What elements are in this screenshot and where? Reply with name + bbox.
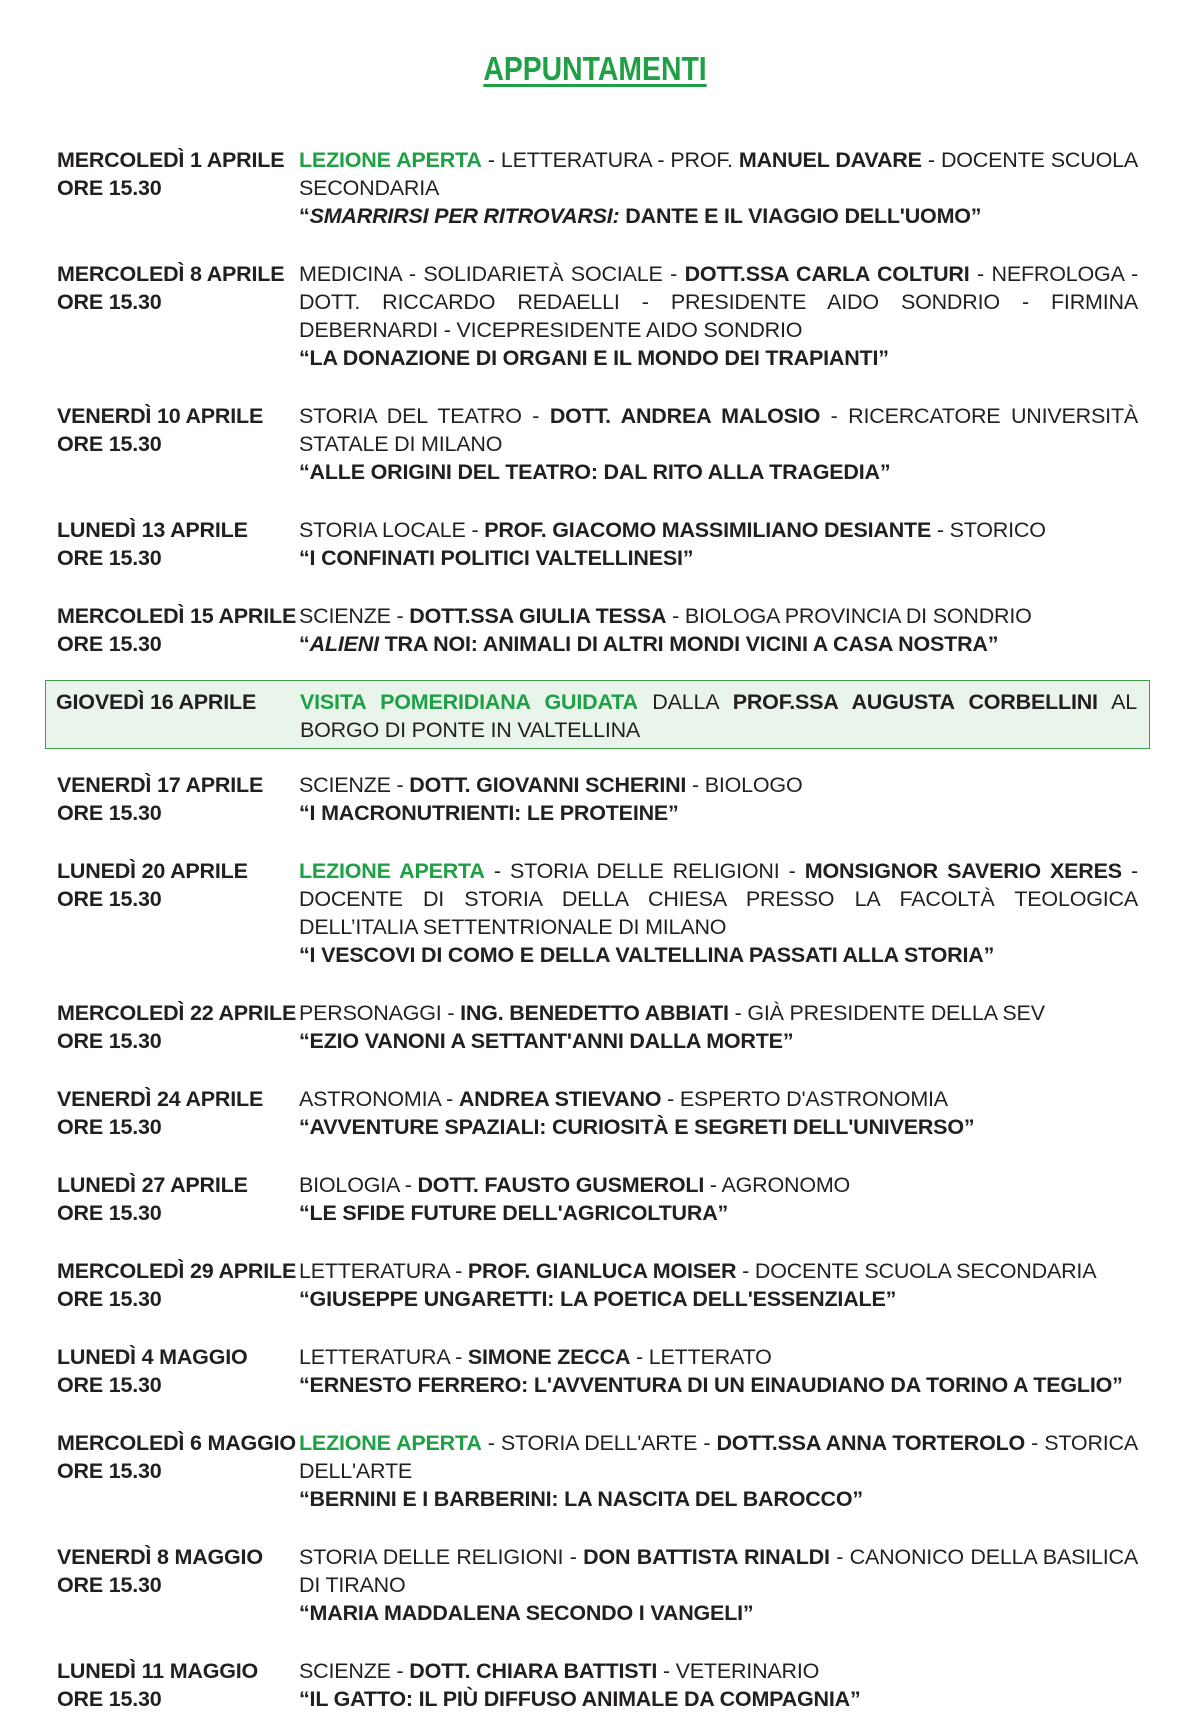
event-datetime: [45, 402, 299, 486]
event-speaker: ING. BENEDETTO ABBIATI: [460, 1001, 729, 1025]
event-time: ORE 15.30: [57, 1573, 162, 1597]
event-time: ORE 15.30: [57, 1373, 162, 1397]
event-details: [299, 1171, 1150, 1227]
event-topic: DALLA: [637, 690, 733, 714]
event-details: [299, 146, 1150, 230]
event-time: ORE 15.30: [57, 1115, 162, 1139]
event-topic: MEDICINA - SOLIDARIETÀ SOCIALE -: [299, 262, 685, 286]
event-title-rest: TRA NOI: ANIMALI DI ALTRI MONDI VICINI A CASA NOSTRA”: [378, 632, 999, 656]
event-role: - DOCENTE SCUOLA SECONDARIA: [736, 1259, 1097, 1283]
event-row: [45, 1343, 1150, 1399]
event-datetime: [45, 1657, 299, 1713]
event-date: MERCOLEDÌ 6 MAGGIO: [57, 1431, 296, 1455]
event-role: - DOCENTE SCUOLA SECONDARIA: [299, 148, 1139, 200]
event-row: [45, 1543, 1150, 1627]
event-title: “I MACRONUTRIENTI: LE PROTEINE”: [299, 801, 679, 825]
event-datetime: [45, 771, 299, 827]
event-topic: - LETTERATURA - PROF.: [481, 148, 739, 172]
event-title: “ALLE ORIGINI DEL TEATRO: DAL RITO ALLA TRAGEDIA”: [299, 460, 891, 484]
event-title: “ERNESTO FERRERO: L'AVVENTURA DI UN EINAUDIANO DA TORINO A TEGLIO”: [299, 1373, 1123, 1397]
event-speaker: ANDREA STIEVANO: [458, 1087, 662, 1111]
event-time: ORE 15.30: [57, 1459, 162, 1483]
event-time: ORE 15.30: [57, 290, 162, 314]
event-title: “LE SFIDE FUTURE DELL'AGRICOLTURA”: [299, 1201, 729, 1225]
event-tag: VISITA POMERIDIANA GUIDATA: [300, 690, 638, 714]
event-row: [45, 1257, 1150, 1313]
event-tag: LEZIONE APERTA: [299, 1431, 482, 1455]
event-speaker: DOTT. CHIARA BATTISTI: [409, 1659, 658, 1683]
event-role: - RICERCATORE UNIVERSITÀ STATALE DI MILANO: [299, 404, 1138, 456]
event-date: VENERDÌ 17 APRILE: [57, 773, 264, 797]
event-role: - STORICA DELL'ARTE: [299, 1431, 1139, 1483]
event-speaker: PROF. GIANLUCA MOISER: [467, 1259, 737, 1283]
event-speaker: PROF.SSA AUGUSTA CORBELLINI: [732, 690, 1098, 714]
event-row: [45, 771, 1150, 827]
event-row: [45, 1657, 1150, 1713]
event-role: - STORICO: [931, 518, 1046, 542]
event-role: - AGRONOMO: [704, 1173, 851, 1197]
event-time: ORE 15.30: [57, 546, 162, 570]
event-topic: LETTERATURA -: [299, 1345, 468, 1369]
event-topic: SCIENZE -: [299, 773, 410, 797]
event-speaker: MANUEL DAVARE: [738, 148, 922, 172]
event-details: [299, 999, 1150, 1055]
event-topic: BIOLOGIA -: [299, 1173, 418, 1197]
event-title: “EZIO VANONI A SETTANT'ANNI DALLA MORTE”: [299, 1029, 794, 1053]
event-row: [45, 1429, 1150, 1513]
event-date: LUNEDÌ 20 APRILE: [57, 859, 248, 883]
event-time: ORE 15.30: [57, 801, 162, 825]
event-speaker: MONSIGNOR SAVERIO XERES: [804, 859, 1122, 883]
event-speaker: DOTT. GIOVANNI SCHERINI: [409, 773, 687, 797]
event-datetime: [45, 516, 299, 572]
event-date: VENERDÌ 8 MAGGIO: [57, 1545, 263, 1569]
event-details: [299, 1657, 1150, 1713]
event-title: “IL GATTO: IL PIÙ DIFFUSO ANIMALE DA COMPAGNIA”: [299, 1687, 861, 1711]
event-row: [45, 516, 1150, 572]
event-title: “I CONFINATI POLITICI VALTELLINESI”: [299, 546, 694, 570]
event-topic: STORIA DELLE RELIGIONI -: [299, 1545, 584, 1569]
event-datetime: [45, 1429, 299, 1513]
event-date: MERCOLEDÌ 22 APRILE: [57, 1001, 297, 1025]
event-datetime: [45, 857, 299, 969]
event-details: [299, 1257, 1150, 1313]
event-details: [299, 771, 1150, 827]
event-title-italic: ALIENI: [309, 632, 379, 656]
event-topic: STORIA LOCALE -: [299, 518, 485, 542]
event-row: [45, 1085, 1150, 1141]
event-title-italic: SMARRIRSI PER RITROVARSI:: [309, 204, 620, 228]
event-datetime: [45, 1257, 299, 1313]
event-datetime: [45, 1543, 299, 1627]
event-row: [45, 146, 1150, 230]
event-topic: SCIENZE -: [299, 604, 410, 628]
event-date: LUNEDÌ 13 APRILE: [57, 518, 248, 542]
event-time: ORE 15.30: [57, 632, 162, 656]
event-title: [299, 630, 1138, 658]
event-datetime: [45, 1085, 299, 1141]
event-title: “GIUSEPPE UNGARETTI: LA POETICA DELL'ESSENZIALE”: [299, 1287, 897, 1311]
event-topic: SCIENZE -: [299, 1659, 410, 1683]
event-date: LUNEDÌ 11 MAGGIO: [57, 1659, 259, 1683]
event-datetime: [45, 146, 299, 230]
event-details: [299, 1343, 1150, 1399]
event-row: [45, 999, 1150, 1055]
event-date: LUNEDÌ 4 MAGGIO: [57, 1345, 248, 1369]
event-topic: ASTRONOMIA -: [299, 1087, 459, 1111]
event-topic: - STORIA DELL'ARTE -: [481, 1431, 717, 1455]
event-date: LUNEDÌ 27 APRILE: [57, 1173, 248, 1197]
event-title: “MARIA MADDALENA SECONDO I VANGELI”: [299, 1601, 754, 1625]
event-role: - DOCENTE DI STORIA DELLA CHIESA PRESSO LA FACOLTÀ TEOLOGICA DELL’ITALIA SETTENTRIONALE DI MILANO: [299, 859, 1139, 939]
event-date: MERCOLEDÌ 15 APRILE: [57, 604, 297, 628]
event-details: [299, 857, 1150, 969]
event-time: ORE 15.30: [57, 432, 162, 456]
event-tag: LEZIONE APERTA: [299, 859, 485, 883]
event-time: ORE 15.30: [57, 1029, 162, 1053]
event-title: “BERNINI E I BARBERINI: LA NASCITA DEL BAROCCO”: [299, 1487, 863, 1511]
event-row: [45, 402, 1150, 486]
event-title: [299, 202, 1138, 230]
event-time: ORE 15.30: [57, 887, 162, 911]
event-speaker: SIMONE ZECCA: [467, 1345, 631, 1369]
event-details: [299, 260, 1150, 372]
event-topic: LETTERATURA -: [299, 1259, 468, 1283]
event-speaker: DOTT.SSA CARLA COLTURI: [684, 262, 970, 286]
event-details: [299, 1429, 1150, 1513]
event-speaker: DOTT.SSA ANNA TORTEROLO: [716, 1431, 1026, 1455]
event-row: [45, 1171, 1150, 1227]
event-speaker: DOTT. FAUSTO GUSMEROLI: [417, 1173, 705, 1197]
event-details: [299, 516, 1150, 572]
event-tag: LEZIONE APERTA: [299, 148, 482, 172]
event-role: - LETTERATO: [630, 1345, 772, 1369]
event-row: [45, 857, 1150, 969]
event-date: MERCOLEDÌ 29 APRILE: [57, 1259, 297, 1283]
event-role: - VETERINARIO: [657, 1659, 820, 1683]
event-time: ORE 15.30: [57, 176, 162, 200]
event-speaker: PROF. GIACOMO MASSIMILIANO DESIANTE: [484, 518, 932, 542]
event-datetime: [45, 1343, 299, 1399]
event-date: GIOVEDÌ 16 APRILE: [56, 690, 257, 714]
event-speaker: DON BATTISTA RINALDI: [583, 1545, 830, 1569]
event-speaker: DOTT. ANDREA MALOSIO: [549, 404, 821, 428]
event-time: ORE 15.30: [57, 1687, 162, 1711]
event-role: - GIÀ PRESIDENTE DELLA SEV: [728, 1001, 1045, 1025]
event-datetime: [45, 1171, 299, 1227]
event-topic: PERSONAGGI -: [299, 1001, 461, 1025]
event-date: MERCOLEDÌ 1 APRILE: [57, 148, 285, 172]
event-row: [45, 602, 1150, 658]
event-title: “LA DONAZIONE DI ORGANI E IL MONDO DEI TRAPIANTI”: [299, 346, 889, 370]
quote-open: “: [299, 204, 310, 228]
event-datetime: [45, 260, 299, 372]
event-title: “AVVENTURE SPAZIALI: CURIOSITÀ E SEGRETI DELL'UNIVERSO”: [299, 1115, 975, 1139]
event-date: VENERDÌ 24 APRILE: [57, 1087, 264, 1111]
event-details: [300, 688, 1149, 748]
quote-open: “: [299, 632, 310, 656]
event-date: MERCOLEDÌ 8 APRILE: [57, 262, 285, 286]
event-title-rest: DANTE E IL VIAGGIO DELL'UOMO”: [619, 204, 982, 228]
event-role: - ESPERTO D'ASTRONOMIA: [661, 1087, 948, 1111]
event-datetime: [45, 602, 299, 658]
event-speaker: DOTT.SSA GIULIA TESSA: [409, 604, 667, 628]
event-role: - NEFROLOGA - DOTT. RICCARDO REDAELLI - PRESIDENTE AIDO SONDRIO - FIRMINA DEBERNARDI - VICEPRESIDENTE AIDO SONDRIO: [299, 262, 1138, 342]
event-role: - BIOLOGO: [686, 773, 803, 797]
page-title: APPUNTAMENTI: [483, 50, 707, 87]
event-time: ORE 15.30: [57, 1201, 162, 1225]
event-row: [45, 260, 1150, 372]
event-role: - BIOLOGA PROVINCIA DI SONDRIO: [666, 604, 1032, 628]
event-row-highlight: [45, 680, 1150, 749]
event-datetime: [45, 999, 299, 1055]
event-role: - CANONICO DELLA BASILICA DI TIRANO: [299, 1545, 1139, 1597]
event-time: ORE 15.30: [57, 1287, 162, 1311]
event-datetime: [46, 688, 300, 748]
event-details: [299, 1085, 1150, 1141]
event-title: “I VESCOVI DI COMO E DELLA VALTELLINA PASSATI ALLA STORIA”: [299, 943, 995, 967]
events-list: [45, 146, 1150, 1713]
event-topic: STORIA DEL TEATRO -: [299, 404, 550, 428]
event-details: [299, 402, 1150, 486]
event-details: [299, 1543, 1150, 1627]
event-role: AL BORGO DI PONTE IN VALTELLINA: [300, 690, 1138, 742]
event-topic: - STORIA DELLE RELIGIONI -: [484, 859, 805, 883]
event-details: [299, 602, 1150, 658]
event-date: VENERDÌ 10 APRILE: [57, 404, 264, 428]
